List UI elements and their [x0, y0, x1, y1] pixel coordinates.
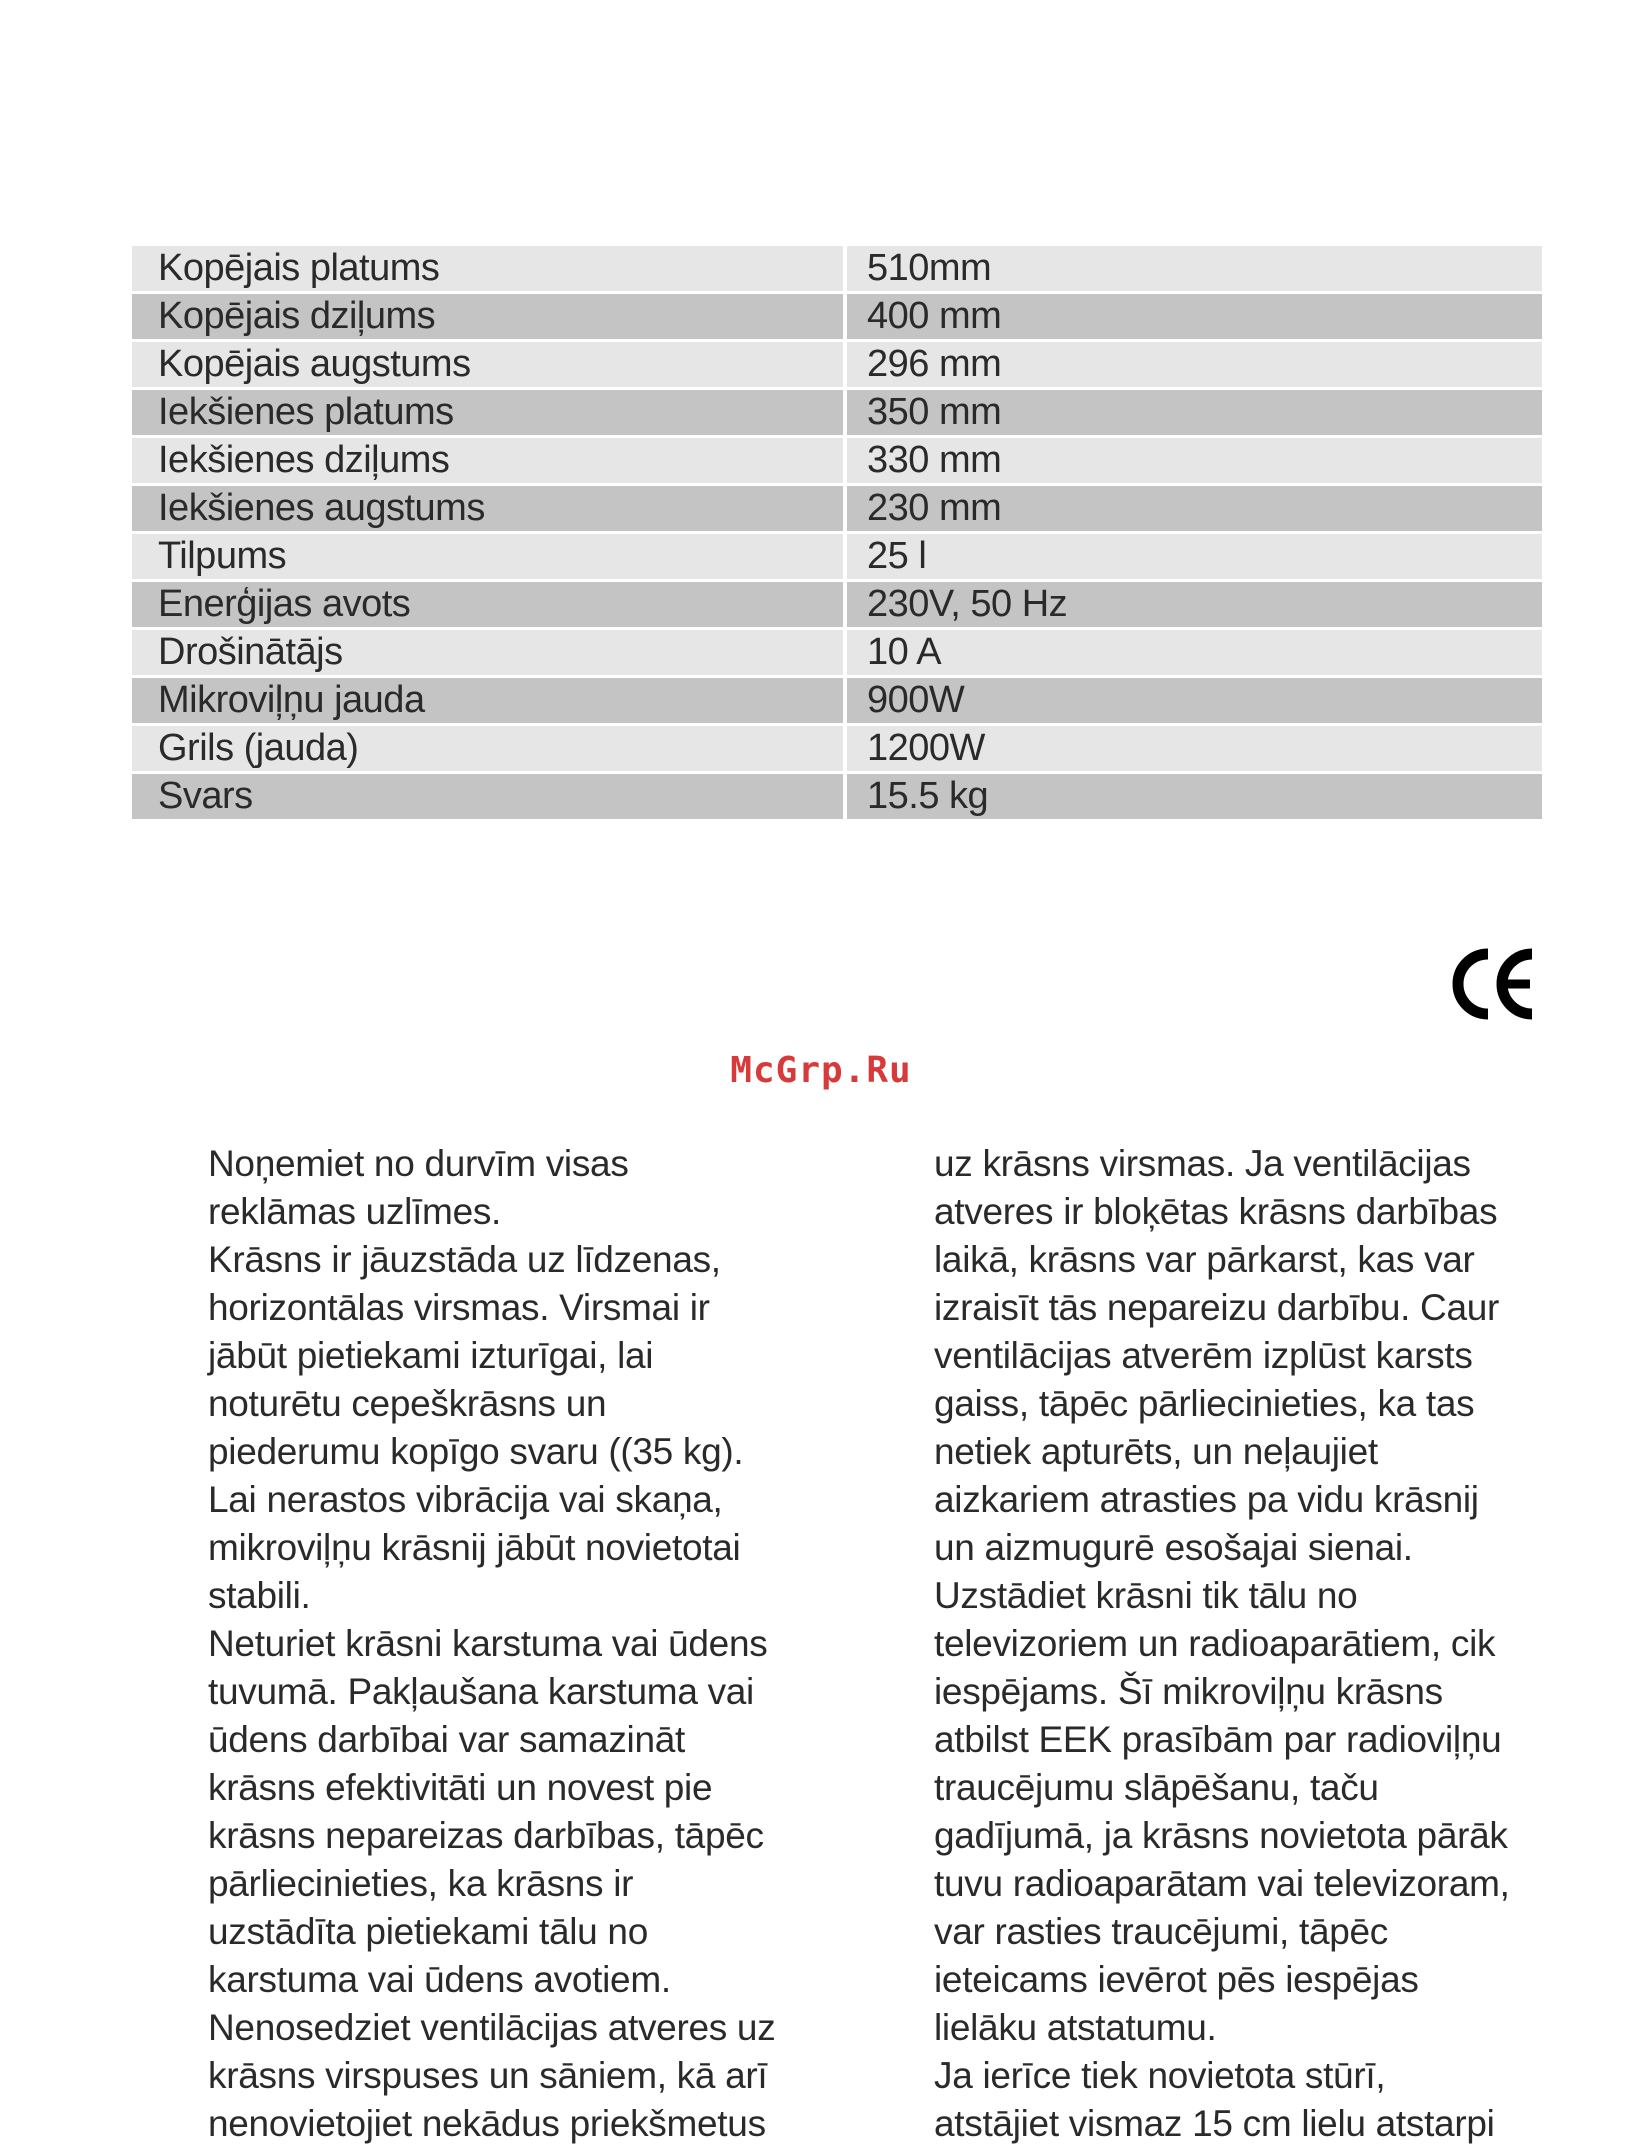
text-line: aizkariem atrasties pa vidu krāsnij	[934, 1479, 1479, 1520]
body-text-right-column	[934, 1140, 1574, 2148]
spec-label: Svars	[132, 774, 843, 819]
spec-row	[132, 390, 1542, 438]
text-line: uz krāsns virsmas. Ja ventilācijas	[934, 1143, 1471, 1184]
spec-value: 400 mm	[847, 294, 1542, 339]
text-line: horizontālas virsmas. Virsmai ir	[208, 1287, 710, 1328]
spec-label: Kopējais dziļums	[132, 294, 843, 339]
spec-label: Drošinātājs	[132, 630, 843, 675]
spec-label: Tilpums	[132, 534, 843, 579]
spec-value: 230V, 50 Hz	[847, 582, 1542, 627]
spec-value: 230 mm	[847, 486, 1542, 531]
text-line: uzstādīta pietiekami tālu no	[208, 1911, 648, 1952]
text-line: krāsns efektivitāti un novest pie	[208, 1767, 713, 1808]
spec-row	[132, 294, 1542, 342]
spec-row	[132, 582, 1542, 630]
spec-row	[132, 438, 1542, 486]
specifications-table	[132, 246, 1542, 822]
spec-label: Iekšienes dziļums	[132, 438, 843, 483]
spec-row	[132, 246, 1542, 294]
text-line: ūdens darbībai var samazināt	[208, 1719, 685, 1760]
text-line: krāsns nepareizas darbības, tāpēc	[208, 1815, 764, 1856]
text-line: var rasties traucējumi, tāpēc	[934, 1911, 1388, 1952]
spec-label: Iekšienes augstums	[132, 486, 843, 531]
text-line: krāsns virspuses un sāniem, kā arī	[208, 2055, 768, 2096]
text-line: iespējams. Šī mikroviļņu krāsns	[934, 1671, 1443, 1712]
text-line: atstājiet vismaz 15 cm lielu atstarpi	[934, 2103, 1495, 2144]
text-line: Neturiet krāsni karstuma vai ūdens	[208, 1623, 768, 1664]
text-line: tuvu radioaparātam vai televizoram,	[934, 1863, 1510, 1904]
text-line: laikā, krāsns var pārkarst, kas var	[934, 1239, 1475, 1280]
spec-label: Kopējais augstums	[132, 342, 843, 387]
spec-row	[132, 774, 1542, 822]
spec-value: 10 A	[847, 630, 1542, 675]
text-line: televizoriem un radioaparātiem, cik	[934, 1623, 1496, 1664]
spec-row	[132, 534, 1542, 582]
spec-label: Kopējais platums	[132, 246, 843, 291]
spec-label: Iekšienes platums	[132, 390, 843, 435]
spec-value: 900W	[847, 678, 1542, 723]
spec-value: 1200W	[847, 726, 1542, 771]
text-line: piederumu kopīgo svaru ((35 kg).	[208, 1431, 744, 1472]
text-line: Uzstādiet krāsni tik tālu no	[934, 1575, 1358, 1616]
text-line: lielāku atstatumu.	[934, 2007, 1217, 2048]
spec-value: 330 mm	[847, 438, 1542, 483]
text-line: Lai nerastos vibrācija vai skaņa,	[208, 1479, 723, 1520]
text-line: mikroviļņu krāsnij jābūt novietotai	[208, 1527, 741, 1568]
text-line: netiek apturēts, un neļaujiet	[934, 1431, 1378, 1472]
text-line: pārliecinieties, ka krāsns ir	[208, 1863, 634, 1904]
watermark-text: McGrp.Ru	[730, 1050, 912, 1091]
text-line: gaiss, tāpēc pārliecinieties, ka tas	[934, 1383, 1475, 1424]
text-line: atveres ir bloķētas krāsns darbības	[934, 1191, 1498, 1232]
spec-value: 15.5 kg	[847, 774, 1542, 819]
text-line: gadījumā, ja krāsns novietota pārāk	[934, 1815, 1508, 1856]
spec-row	[132, 342, 1542, 390]
text-line: nenovietojiet nekādus priekšmetus	[208, 2103, 766, 2144]
spec-value: 296 mm	[847, 342, 1542, 387]
text-line: Ja ierīce tiek novietota stūrī,	[934, 2055, 1386, 2096]
text-line: Noņemiet no durvīm visas	[208, 1143, 629, 1184]
spec-label: Grils (jauda)	[132, 726, 843, 771]
spec-row	[132, 726, 1542, 774]
text-line: atbilst EEK prasībām par radioviļņu	[934, 1719, 1502, 1760]
text-line: Nenosedziet ventilācijas atveres uz	[208, 2007, 776, 2048]
spec-label: Enerģijas avots	[132, 582, 843, 627]
text-line: Krāsns ir jāuzstāda uz līdzenas,	[208, 1239, 721, 1280]
text-line: karstuma vai ūdens avotiem.	[208, 1959, 671, 2000]
spec-value: 25 l	[847, 534, 1542, 579]
spec-row	[132, 678, 1542, 726]
text-line: noturētu cepeškrāsns un	[208, 1383, 607, 1424]
spec-value: 510mm	[847, 246, 1542, 291]
text-line: traucējumu slāpēšanu, taču	[934, 1767, 1379, 1808]
spec-row	[132, 486, 1542, 534]
spec-row	[132, 630, 1542, 678]
ce-mark-icon	[1448, 940, 1536, 1028]
text-line: ventilācijas atverēm izplūst karsts	[934, 1335, 1473, 1376]
text-line: reklāmas uzlīmes.	[208, 1191, 502, 1232]
text-line: ieteicams ievērot pēs iespējas	[934, 1959, 1419, 2000]
text-line: jābūt pietiekami izturīgai, lai	[208, 1335, 654, 1376]
text-line: izraisīt tās nepareizu darbību. Caur	[934, 1287, 1500, 1328]
text-line: un aizmugurē esošajai sienai.	[934, 1527, 1413, 1568]
spec-value: 350 mm	[847, 390, 1542, 435]
body-text-left-column	[208, 1140, 828, 2148]
text-line: stabili.	[208, 1575, 311, 1616]
spec-label: Mikroviļņu jauda	[132, 678, 843, 723]
text-line: tuvumā. Pakļaušana karstuma vai	[208, 1671, 754, 1712]
